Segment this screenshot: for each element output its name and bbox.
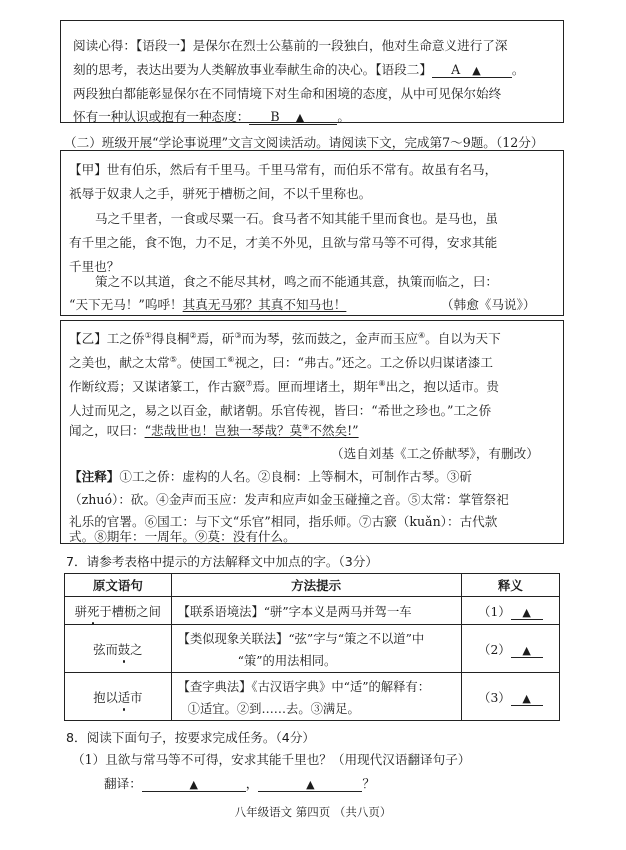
jia-source: （韩愈《马说》）: [441, 297, 536, 312]
passage-yi-box: [60, 320, 564, 544]
original-sentence: 骈死于槽枥之间: [65, 597, 172, 625]
jia-line-3: 马之千里者，一食或尽粟一石。食马者不知其能千里而食也。是马也，虽: [95, 211, 498, 226]
jia-line-4: 有千里之能，食不饱，力不足，才美不外见，且欲与常马等不可得，安求其能: [69, 235, 498, 250]
translation-line: 翻译： ▲ ， ▲ ？: [104, 776, 375, 791]
yi-line-5: 闻之，叹曰：“悲哉世也！岂独一琴哉？莫⑨不然矣!”: [69, 422, 359, 438]
answer-blank-2[interactable]: ▲: [511, 643, 543, 658]
yi-line-2: 之美也，献之太常⑤。使国工⑥视之，曰：“弗古。”还之。工之侨以归谋诸漆工: [69, 354, 493, 370]
notes-line-a: 【注释】①工之侨：虚构的人名。②良桐：上等桐木，可制作古琴。③斫: [69, 469, 472, 484]
table-header-row: [65, 574, 560, 597]
method-hint: 【联系语境法】“骈”字本义是两马并驾一车: [171, 597, 461, 625]
method-table: [64, 573, 560, 721]
original-sentence: 抱以适市: [65, 673, 172, 721]
header-original: 原文语句: [65, 574, 172, 597]
notes-line-2: 刻的思考，表达出要为人类解放事业奉献生命的决心。【语段二】 A ▲ 。: [73, 62, 525, 77]
answer-blank-3[interactable]: ▲: [511, 691, 543, 706]
notes-line-d: 式。⑧期年：一周年。⑨莫：没有什么。: [69, 529, 296, 544]
yi-source: （选自刘基《工之侨献琴》，有删改）: [331, 446, 539, 461]
blank-b[interactable]: B ▲: [249, 109, 337, 125]
q8-title: 8．阅读下面句子，按要求完成任务。（4分）: [66, 730, 316, 745]
section-2-heading: （二）班级开展“学论事说理”文言文阅读活动。请阅读下文，完成第7～9题。（12分）: [64, 135, 544, 150]
jia-line-1: 【甲】世有伯乐，然后有千里马。千里马常有，而伯乐不常有。故虽有名马，: [69, 162, 498, 177]
original-sentence: 弦而鼓之: [65, 625, 172, 673]
method-hint: 【类似现象关联法】“弦”字与“策之不以道”中 “策”的用法相同。: [171, 625, 461, 673]
table-row: [65, 597, 560, 625]
page-footer: 八年级语文 第四页 （共八页）: [234, 805, 392, 819]
jia-line-6: 策之不以其道，食之不能尽其材，鸣之而不能通其意，执策而临之，曰：: [95, 274, 498, 289]
yi-line-4: 人过而见之，易之以百金，献诸朝。乐官传视，皆曰：“希世之珍也。”工之侨: [69, 403, 492, 418]
dotted-char: 死: [87, 602, 99, 620]
translation-blank-1[interactable]: ▲: [142, 776, 246, 792]
dotted-char: 适: [118, 688, 130, 706]
answer-cell: （3） ▲: [461, 673, 559, 721]
underlined-quote: “悲哉世也！岂独一琴哉？莫⑨不然矣!”: [144, 422, 359, 438]
notes-line-1: 阅读心得：【语段一】是保尔在烈士公墓前的一段独白，他对生命意义进行了深: [73, 38, 508, 53]
answer-cell: （2） ▲: [461, 625, 559, 673]
notes-line-b: （zhuó）：砍。④金声而玉应：发声和应声如金玉碰撞之音。⑤太常：掌管祭祀: [69, 492, 509, 507]
notes-line-c: 礼乐的官署。⑥国工：与下文“乐官”相同，指乐师。⑦古窾（kuǎn）：古代款: [69, 514, 498, 529]
jia-line-7: “天下无马！”呜呼！其真无马邪？其真不知马也！: [69, 297, 347, 312]
table-row: [65, 673, 560, 721]
translation-blank-2[interactable]: ▲: [258, 776, 362, 792]
header-method: 方法提示: [171, 574, 461, 597]
reading-notes-box: [60, 20, 564, 123]
answer-blank-1[interactable]: ▲: [511, 605, 543, 620]
underlined-sentence: 其真无马邪？其真不知马也！: [182, 297, 347, 312]
blank-a[interactable]: A ▲: [432, 62, 512, 78]
yi-line-1: 【乙】工之侨①得良桐②焉，斫③而为琴，弦而鼓之，金声而玉应④。自以为天下: [69, 330, 501, 346]
method-hint: 【查字典法】《古汉语字典》中“适”的解释有： ①适宜。②到……去。③满足。: [171, 673, 461, 721]
passage-jia-box: [60, 150, 564, 316]
jia-line-2: 祇辱于奴隶人之手，骈死于槽枥之间，不以千里称也。: [69, 186, 372, 201]
q7-title: 7．请参考表格中提示的方法解释文中加点的字。（3分）: [66, 554, 378, 569]
jia-line-5: 千里也？: [69, 259, 120, 274]
notes-line-4: 怀有一种认识或抱有一种态度： B ▲ 。: [73, 109, 350, 124]
header-meaning: 释义: [461, 574, 559, 597]
yi-line-3: 作断纹焉；又谋诸篆工，作古窾⑦焉。匣而埋诸土，期年⑧出之，抱以适市。贵: [69, 378, 499, 394]
answer-cell: （1） ▲: [461, 597, 559, 625]
q8-sub-1: （1）且欲与常马等不可得，安求其能千里也？（用现代汉语翻译句子）: [72, 752, 471, 767]
notes-line-3: 两段独白都能彰显保尔在不同情境下对生命和困境的态度，从中可见保尔始终: [73, 86, 502, 101]
dotted-char: 鼓: [118, 640, 130, 658]
table-row: [65, 625, 560, 673]
